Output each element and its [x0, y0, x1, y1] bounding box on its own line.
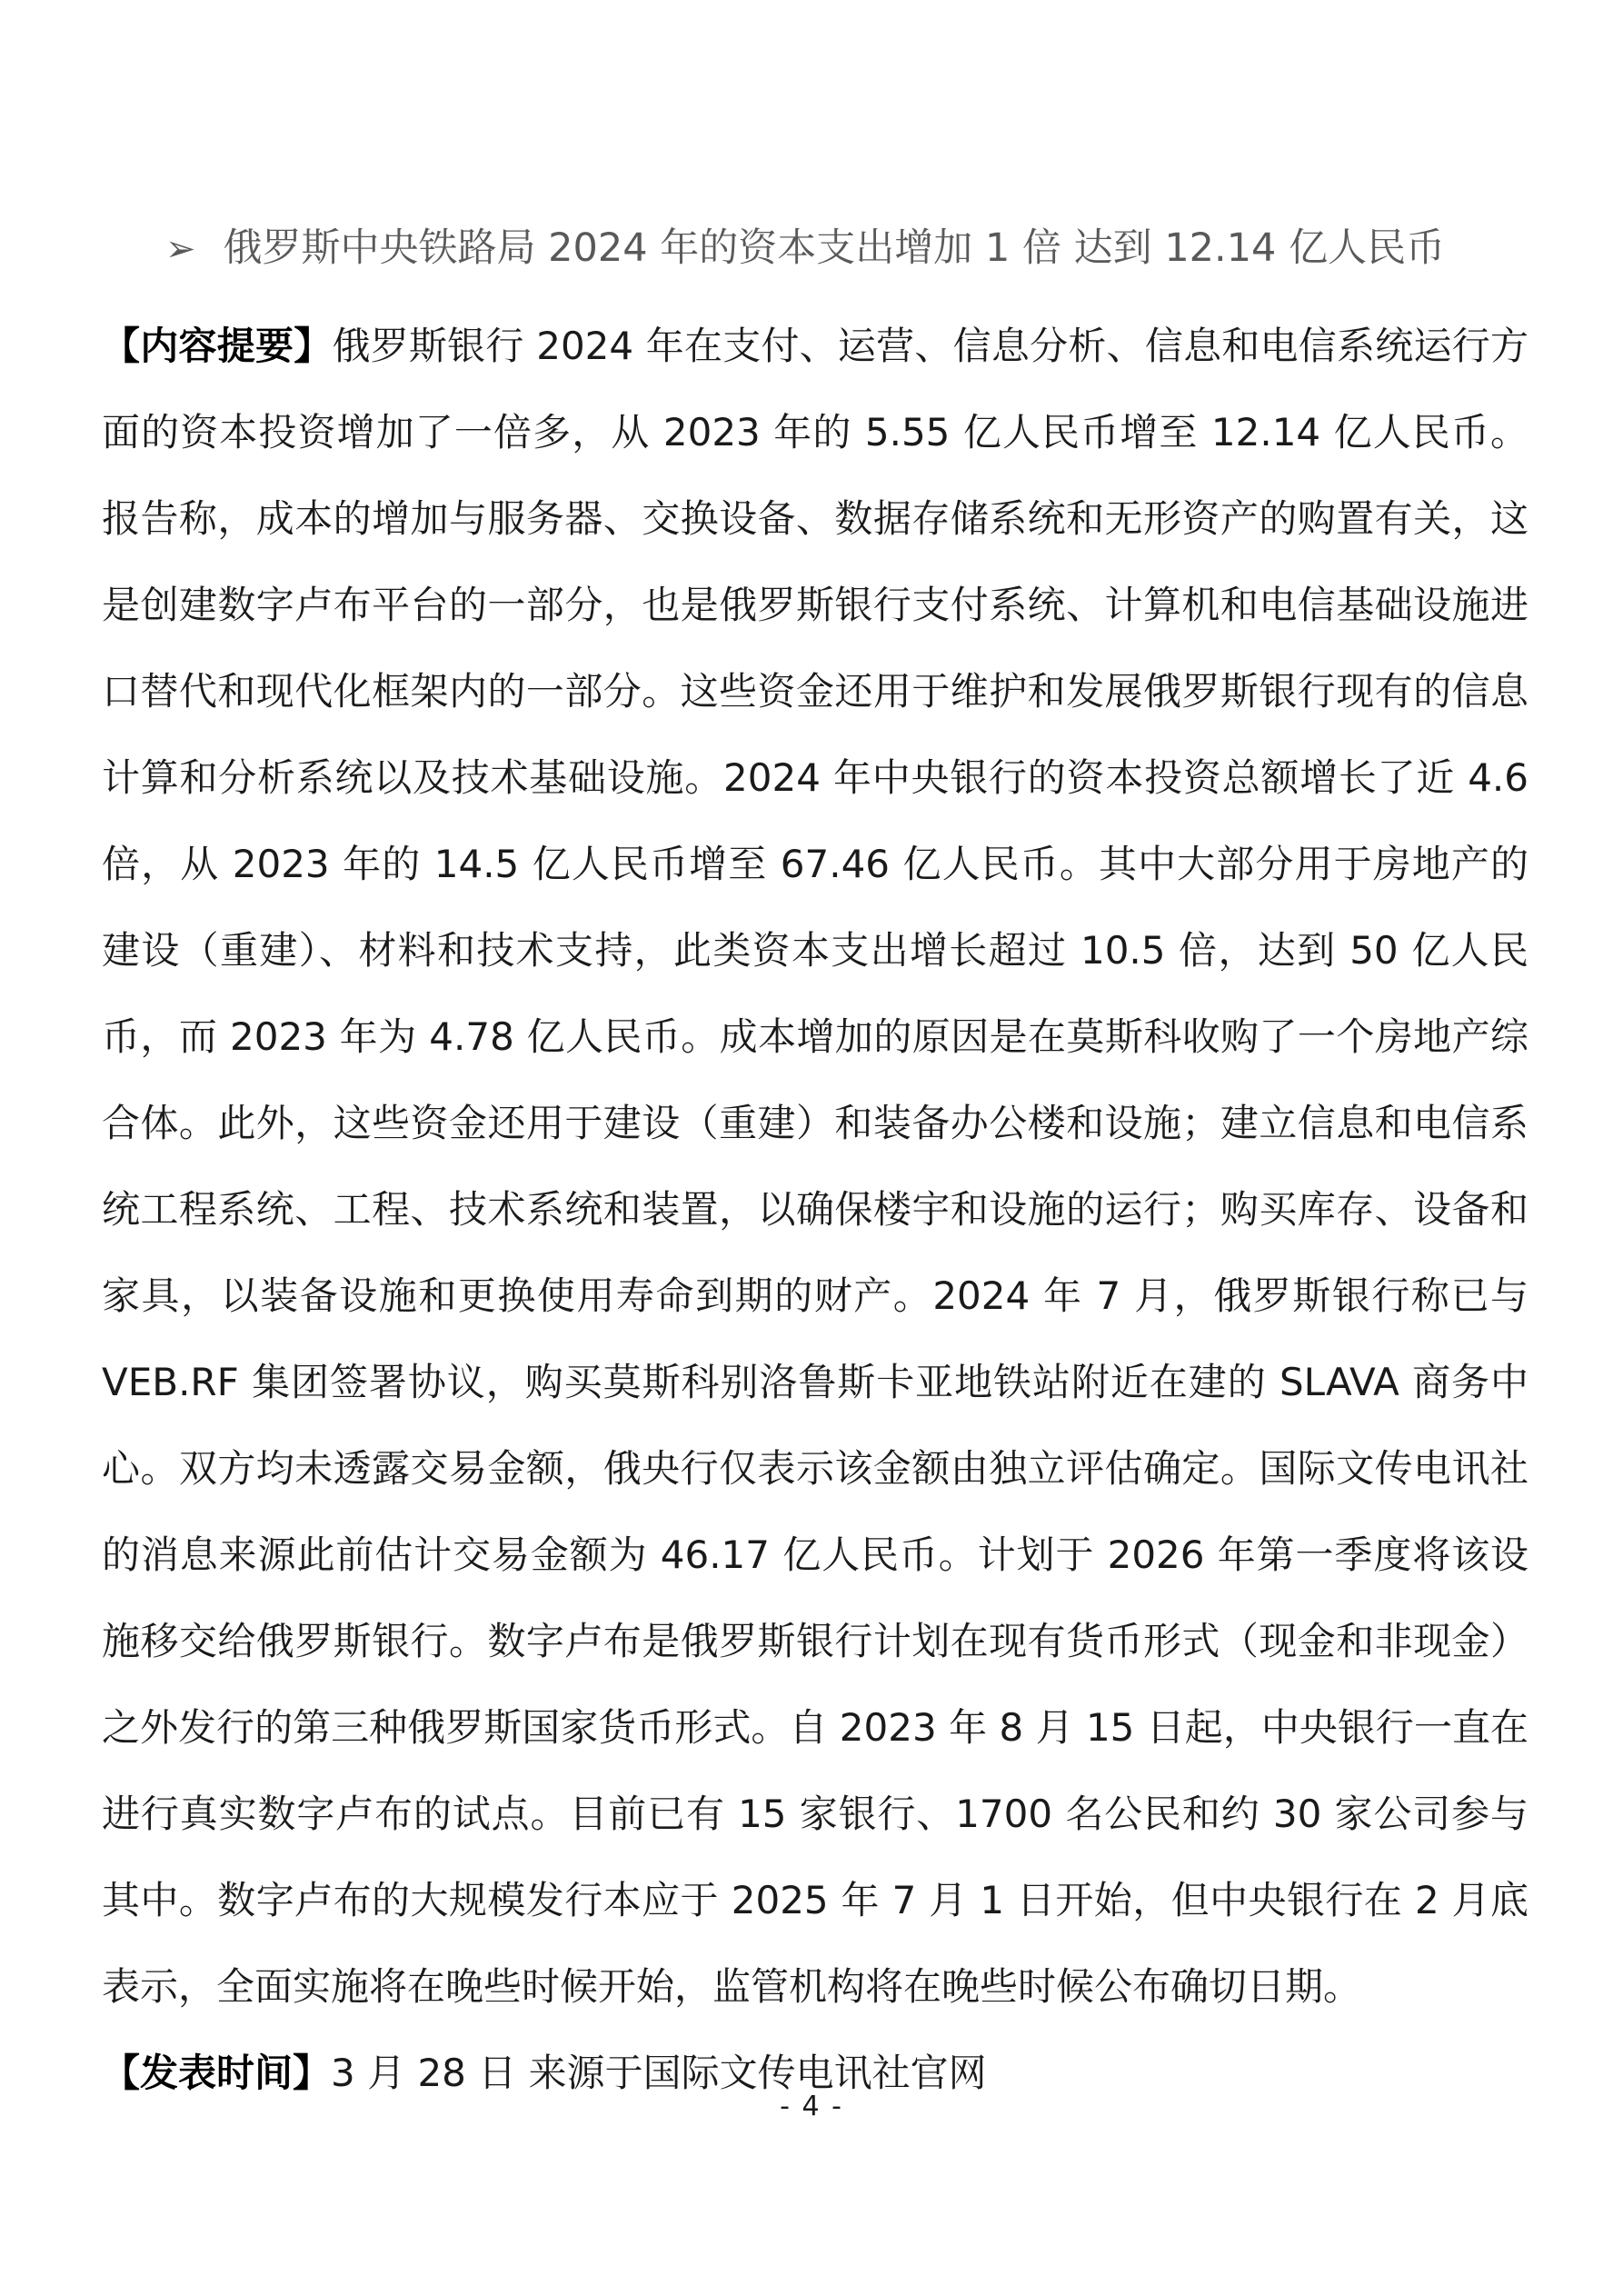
summary-paragraph [102, 303, 1528, 2030]
publish-time-text: 3 月 28 日 来源于国际文传电讯社官网 [331, 2051, 987, 2095]
arrow-bullet-icon: ➢ [165, 228, 196, 270]
document-content [0, 220, 1623, 2116]
publish-time-label: 【发表时间】 [102, 2051, 332, 2095]
page-number: - 4 - [780, 2091, 843, 2122]
article-heading [102, 220, 1528, 277]
summary-text: 俄罗斯银行 2024 年在支付、运营、信息分析、信息和电信系统运行方面的资本投资增加了一倍多，从 2023 年的 5.55 亿人民币增至 12.14 亿人民币。报告称，成本的增加与服务器、交换设备、数据存储系统和无形资产的购置有关，这是创建数字卢布平台的一部分，也是俄罗斯银行支付系统、计算机和电信基础设施进口替代和现代化框架内的一部分。这些资金还用于维护和发展俄罗斯银行现有的信息计算和分析系统以及技术基础设施。2024 年中央银行的资本投资总额增长了近 4.6 倍，从 2023 年的 14.5 亿人民币增至 67.46 亿人民币。其中大部分用于房地产的建设（重建）、材料和技术支持，此类资本支出增长超过 10.5 倍，达到 50 亿人民币，而 2023 年为 4.78 亿人民币。成本增加的原因是在莫斯科收购了一个房地产综合体。此外，这些资金还用于建设（重建）和装备办公楼和设施；建立信息和电信系统工程系统、工程、技术系统和装置，以确保楼宇和设施的运行；购买库存、设备和家具，以装备设施和更换使用寿命到期的财产。2024 年 7 月，俄罗斯银行称已与 VEB.RF 集团签署协议，购买莫斯科别洛鲁斯卡亚地铁站附近在建的 SLAVA 商务中心。双方均未透露交易金额，俄央行仅表示该金额由独立评估确定。国际文传电讯社的消息来源此前估计交易金额为 46.17 亿人民币。计划于 2026 年第一季度将该设施移交给俄罗斯银行。数字卢布是俄罗斯银行计划在现有货币形式（现金和非现金）之外发行的第三种俄罗斯国家货币形式。自 2023 年 8 月 15 日起，中央银行一直在进行真实数字卢布的试点。目前已有 15 家银行、1700 名公民和约 30 家公司参与其中。数字卢布的大规模发行本应于 2025 年 7 月 1 日开始，但中央银行在 2 月底表示，全面实施将在晚些时候开始，监管机构将在晚些时候公布确切日期。 [102, 324, 1528, 2009]
article-heading-text: 俄罗斯中央铁路局 2024 年的资本支出增加 1 倍 达到 12.14 亿人民币 [223, 225, 1446, 271]
summary-label: 【内容提要】 [102, 324, 333, 368]
